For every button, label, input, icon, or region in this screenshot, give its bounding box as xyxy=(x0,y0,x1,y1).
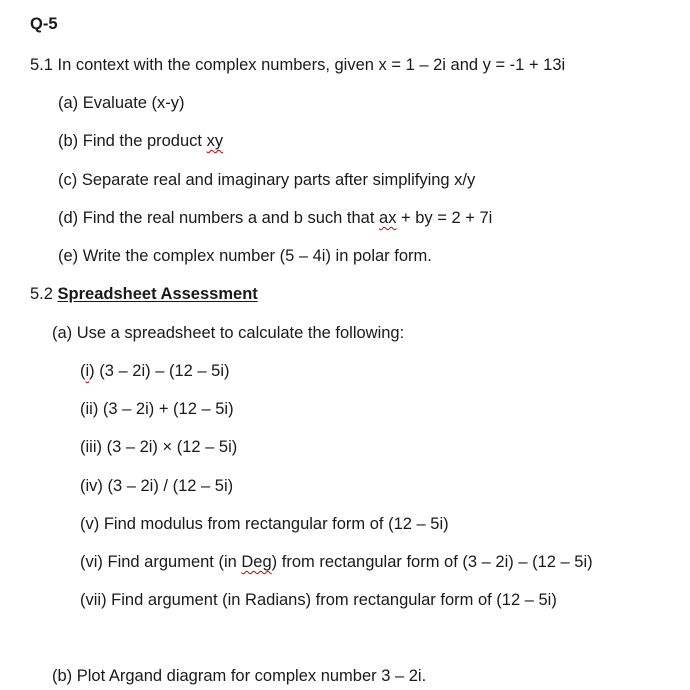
item-5-2-a-vi-term: Deg xyxy=(241,553,272,571)
part-5-1-intro: 5.1 In context with the complex numbers, given x = 1 – 2i and y = -1 + 13i xyxy=(30,56,566,74)
item-5-1-e: (e) Write the complex number (5 – 4i) in polar form. xyxy=(58,247,432,265)
item-5-1-d-term: ax xyxy=(379,209,397,227)
item-5-1-b xyxy=(58,131,223,151)
item-5-1-b-term: xy xyxy=(206,132,224,150)
item-5-1-a: (a) Evaluate (x-y) xyxy=(58,94,185,112)
item-5-2-a-i xyxy=(80,361,229,381)
item-5-2-a: (a) Use a spreadsheet to calculate the following: xyxy=(52,324,405,342)
item-5-2-a-vi xyxy=(80,552,593,572)
item-5-2-a-i-suffix: ) (3 – 2i) – (12 – 5i) xyxy=(89,362,230,380)
item-5-1-c: (c) Separate real and imaginary parts after simplifying x/y xyxy=(58,171,476,189)
item-5-2-a-vii: (vii) Find argument (in Radians) from rectangular form of (12 – 5i) xyxy=(80,591,557,609)
item-5-2-a-vi-suffix: ) from rectangular form of (3 – 2i) – (12 – 5i) xyxy=(271,553,593,571)
item-5-2-b: (b) Plot Argand diagram for complex number 3 – 2i. xyxy=(52,667,427,685)
item-5-2-a-v: (v) Find modulus from rectangular form of (12 – 5i) xyxy=(80,515,449,533)
item-5-2-a-i-prefix: ( xyxy=(80,362,86,380)
question-heading: Q-5 xyxy=(30,15,58,33)
part-5-2-title: Spreadsheet Assessment xyxy=(57,285,258,303)
item-5-1-b-prefix: (b) Find the product xyxy=(58,132,207,150)
item-5-1-d-suffix: + by = 2 + 7i xyxy=(396,209,493,227)
item-5-2-a-vi-prefix: (vi) Find argument (in xyxy=(80,553,242,571)
item-5-2-a-iii: (iii) (3 – 2i) × (12 – 5i) xyxy=(80,438,238,456)
part-5-2-number: 5.2 xyxy=(30,285,58,303)
part-5-2-heading xyxy=(30,284,258,304)
item-5-1-d xyxy=(58,208,492,228)
item-5-2-a-i-term: i xyxy=(85,362,90,380)
item-5-2-a-ii: (ii) (3 – 2i) + (12 – 5i) xyxy=(80,400,234,418)
item-5-2-a-iv: (iv) (3 – 2i) / (12 – 5i) xyxy=(80,477,234,495)
item-5-1-d-prefix: (d) Find the real numbers a and b such that xyxy=(58,209,380,227)
